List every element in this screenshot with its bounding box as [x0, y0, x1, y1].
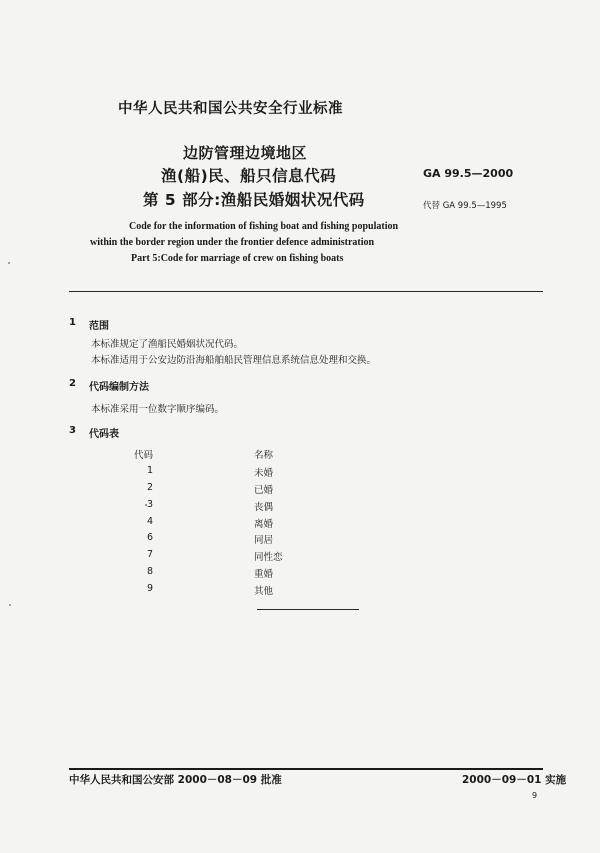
approval-statement: 中华人民共和国公安部 2000－08－09 批准 [69, 774, 282, 786]
table-row-6-code: 7 [147, 549, 154, 560]
table-row-8-name: 其他 [254, 586, 274, 597]
table-row-4-name: 离婚 [254, 519, 274, 530]
scan-speck [8, 262, 10, 264]
title-line-1: 边防管理边境地区 [183, 144, 308, 162]
issuing-sector: 中华人民共和国公共安全行业标准 [118, 101, 343, 117]
table-row-3-name: 丧偶 [254, 502, 274, 513]
section-2-paragraph-1: 本标准采用一位数字顺序编码。 [91, 404, 225, 415]
table-row-4-code: 4 [147, 516, 154, 527]
english-title-line-2: within the border region under the frontier defence administration [90, 237, 375, 248]
table-row-2-code: 2 [147, 482, 154, 493]
table-row-8-code: 9 [147, 583, 154, 594]
section-1-paragraph-1: 本标准规定了渔船民婚姻状况代码。 [91, 339, 244, 350]
scan-speck [145, 504, 147, 506]
section-2-number: 2 [69, 378, 76, 389]
title-line-3: 第 5 部分:渔船民婚姻状况代码 [143, 191, 365, 209]
english-title-line-3: Part 5:Code for marriage of crew on fishing boats [131, 253, 344, 264]
section-3-title: 代码表 [89, 429, 119, 440]
page-number: 9 [532, 791, 538, 800]
end-of-standard-rule [257, 609, 359, 610]
standard-number: GA 99.5—2000 [423, 167, 514, 180]
table-row-3-code: 3 [147, 499, 154, 510]
table-row-6-name: 同性恋 [254, 552, 283, 563]
footer-divider [69, 768, 543, 770]
scan-speck [9, 604, 11, 606]
table-row-2-name: 已婚 [254, 485, 274, 496]
header-divider [69, 291, 543, 292]
section-1-number: 1 [69, 317, 76, 328]
table-row-5-code: 6 [147, 532, 154, 543]
section-3-number: 3 [69, 425, 76, 436]
english-title-line-1: Code for the information of fishing boat and fishing population [129, 221, 399, 232]
table-row-5-name: 同居 [254, 535, 274, 546]
table-row-1-name: 未婚 [254, 468, 274, 479]
table-row-1-code: 1 [147, 465, 154, 476]
table-row-7-code: 8 [147, 566, 154, 577]
section-2-title: 代码编制方法 [89, 382, 149, 393]
title-line-2: 渔(船)民、船只信息代码 [161, 167, 337, 185]
table-header-name: 名称 [254, 450, 274, 461]
replaces-standard: 代替 GA 99.5—1995 [423, 201, 507, 211]
section-1-title: 范围 [89, 321, 109, 332]
section-1-paragraph-2: 本标准适用于公安边防沿海船舶船民管理信息系统信息处理和交换。 [91, 355, 377, 366]
table-header-code: 代码 [134, 450, 154, 461]
implementation-date: 2000－09－01 实施 [462, 774, 567, 786]
table-row-7-name: 重婚 [254, 569, 274, 580]
